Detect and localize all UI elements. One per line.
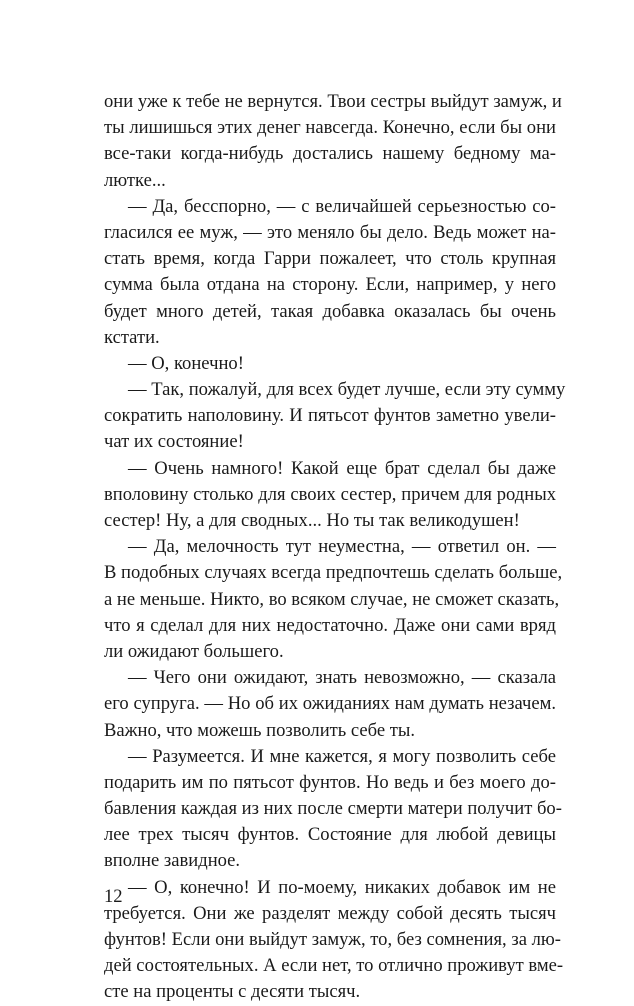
text-line: Важно, что можешь позволить себе ты. [104,719,416,741]
text-line: — Да, мелочность тут неуместна, — ответил он. — [128,536,556,558]
page-number: 12 [104,886,123,907]
text-line: — Да, бесспорно, — с величайшей серьезностью со- [128,195,556,217]
text-line: — О, конечно! И по-моему, никаких добавок им не [128,876,556,898]
text-line: — Так, пожалуй, для всех будет лучше, если эту сумму [128,379,566,401]
text-line: сте на проценты с десяти тысяч. [104,981,361,1003]
text-line: В подобных случаях всегда предпочтешь сделать больше, [104,562,563,584]
text-line: они уже к тебе не вернутся. Твои сестры выйдут замуж, и [104,91,562,112]
text-line: требуется. Они же разделят между собой десять тысяч [104,902,556,924]
text-line: чат их состояние! [104,431,244,453]
text-line: гласился ее муж, — это меняло бы дело. Ведь может на- [104,221,556,243]
text-line: кстати. [104,326,160,348]
text-line: ты лишишься этих денег навсегда. Конечно, если бы они [104,117,556,139]
text-line: а не меньше. Никто, во всяком случае, не сможет сказать, [104,588,560,610]
text-line: вполне завидное. [104,850,241,872]
text-line: вполовину столько для своих сестер, причем для родных [104,483,556,505]
text-line: сестер! Ну, а для сводных... Но ты так великодушен! [104,510,520,531]
text-line: все-таки когда-нибудь достались нашему бедному ма- [104,143,556,165]
text-line: лютке... [104,169,166,191]
text-line: бавления каждая из них после смерти матери получит бо- [104,798,562,820]
text-line: — Чего они ожидают, знать невозможно, — сказала [128,667,556,689]
text-line: будет много детей, такая добавка оказалась бы очень [104,300,556,322]
text-line: лее трех тысяч фунтов. Состояние для любой девицы [104,824,556,846]
text-line: ли ожидают большего. [104,640,284,662]
text-line: стать время, когда Гарри пожалеет, что столь крупная [104,248,556,270]
text-line: сократить наполовину. И пятьсот фунтов заметно увели- [104,405,556,427]
text-line: — Очень намного! Какой еще брат сделал бы даже [128,457,556,479]
text-line: дей состоятельных. А если нет, то отлично проживут вме- [104,955,564,977]
text-line: его супруга. — Но об их ожиданиях нам думать незачем. [104,693,556,715]
text-line: сумма была отдана на сторону. Если, например, у него [104,274,556,296]
text-line: — Разумеется. И мне кажется, я могу позволить себе [128,745,556,767]
text-line: подарить им по пятьсот фунтов. Но ведь и без моего до- [104,771,556,793]
text-line: фунтов! Если они выйдут замуж, то, без сомнения, за лю- [104,929,561,950]
text-line: что я сделал для них недостаточно. Даже они сами вряд [104,614,556,636]
body-text [104,89,566,1006]
text-line: — О, конечно! [128,352,244,374]
